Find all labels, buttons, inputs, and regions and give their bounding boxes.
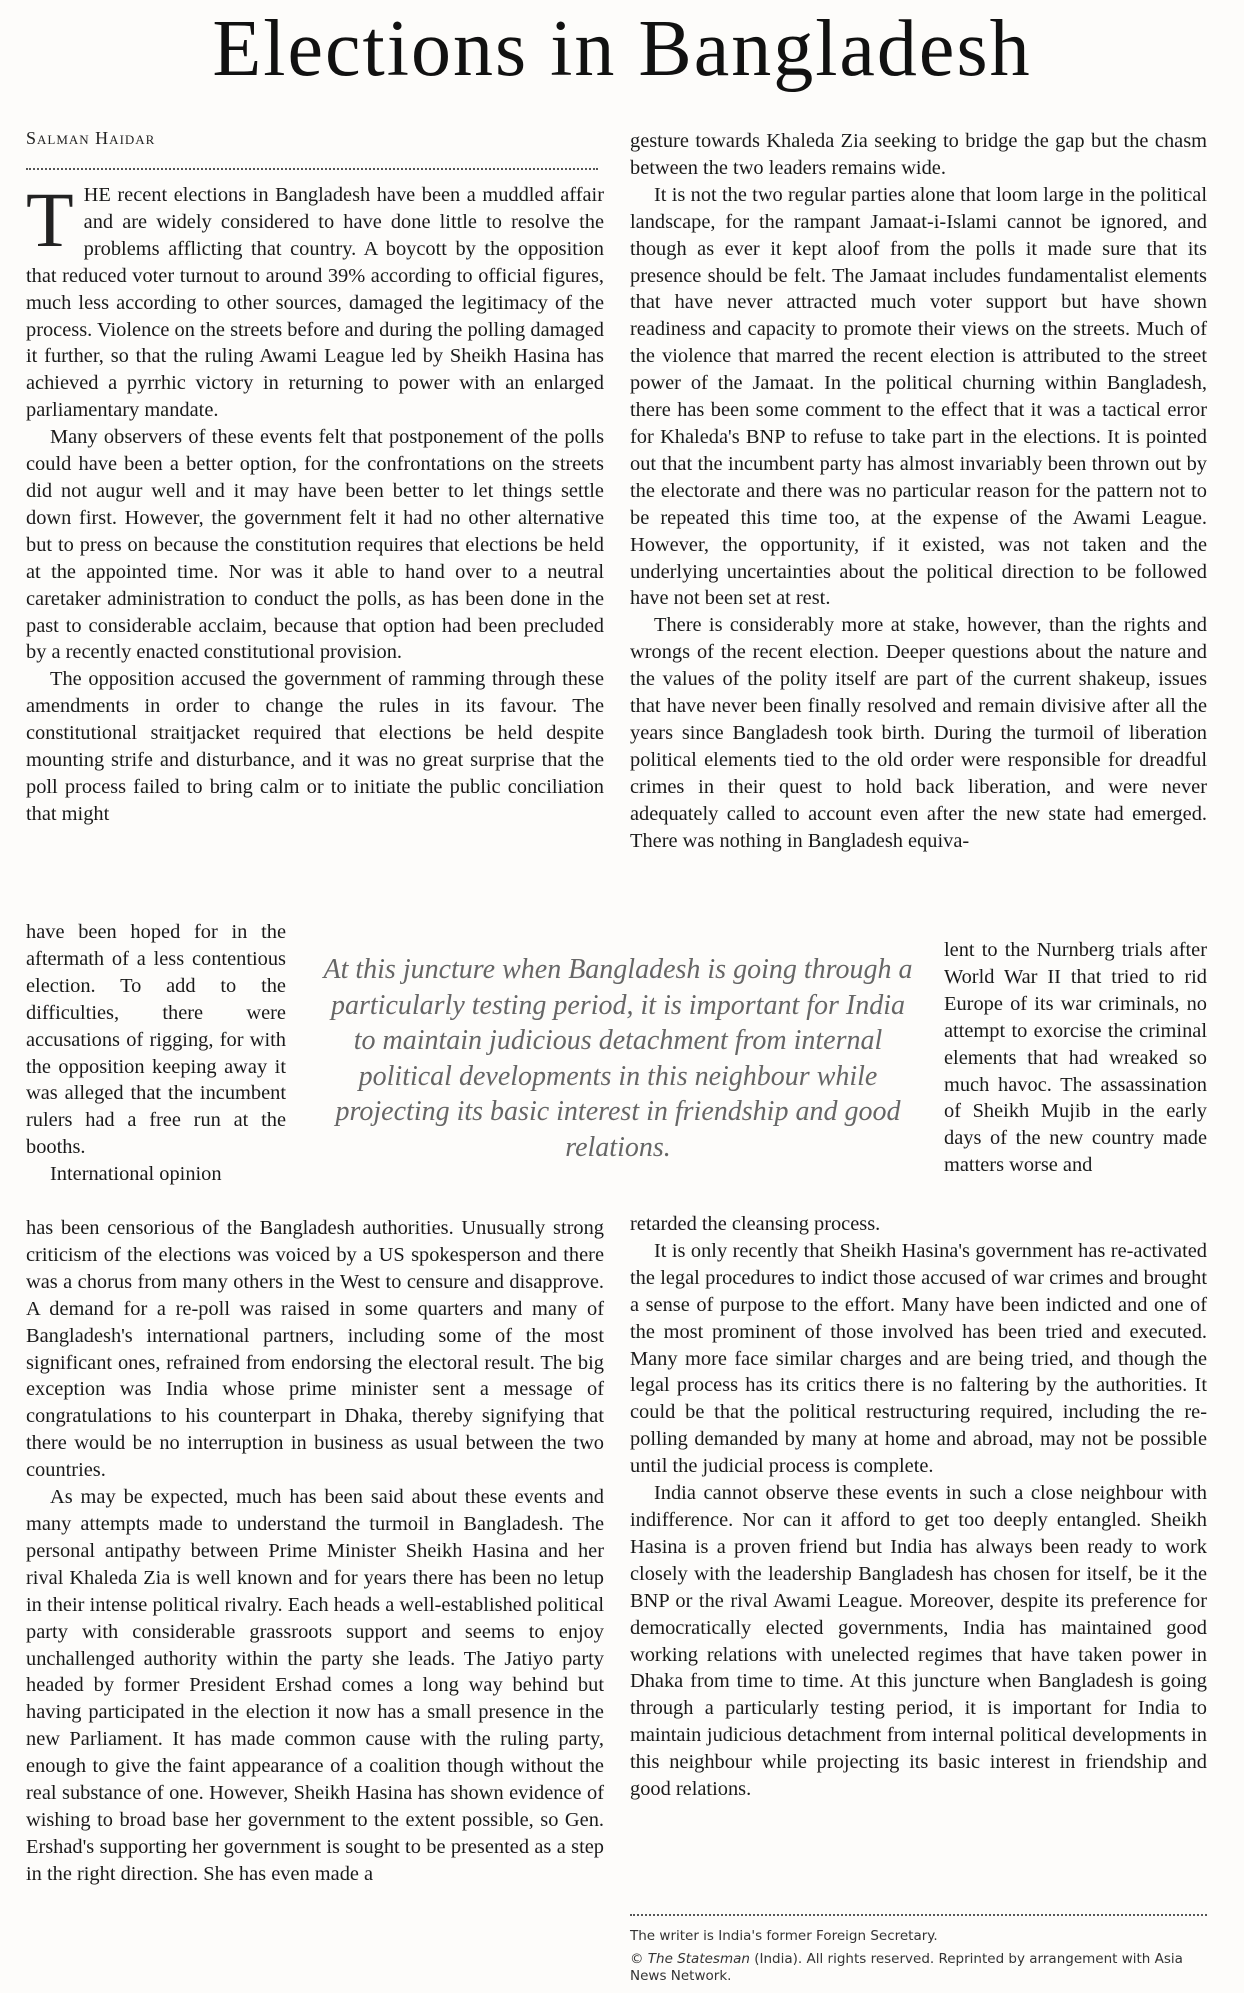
byline-divider — [26, 168, 598, 170]
paragraph-3: The opposition accused the government of ramming through these amendments in order to change the rules in its favour. The constitutional straitjacket required that elections be held despite mounting strife and disturbance, and it was no great surprise that the poll process failed to bring calm or to initiate the public conciliation that might — [26, 668, 604, 825]
paragraph-4: has been censorious of the Bangladesh authorities. Unusually strong criticism of the elections was voiced by a US spokesperson and there was a chorus from many others in the West to censure and disapprove. A demand for a re-poll was raised in some quarters and many of Bangladesh's international partners, including some of the most significant ones, refrained from endorsing the electoral result. The big exception was India whose prime minister sent a message of congratulations to his counterpart in Dhaka, thereby signifying that there would be no interruption in business as usual between the two countries. — [26, 1217, 604, 1482]
wrap-paragraph: have been hoped for in the aftermath of a less contentious election. To add to the difficulties, there were accusations of rigging, for with the opposition keeping away it was alleged that the incumbent rulers had a free run at the booths. — [26, 921, 286, 1159]
left-column-bottom — [26, 1215, 604, 1888]
wrap-paragraph-right: lent to the Nurnberg trials after World War II that tried to rid Europe of its war criminals, no attempt to exorcise the criminal elements that had wreaked so much havoc. The assassination of Sheikh Mujib in the early days of the new country made matters worse and — [944, 939, 1207, 1177]
paragraph-1: THE recent elections in Bangladesh have been a muddled affair and are widely considered to have done little to resolve the problems afflicting that country. A boycott by the opposition that reduced voter turnout to around 39% according to official figures, much less according to other sources, damaged the legitimacy of the process. Violence on the streets before and during the polling damaged it further, so that the ruling Awami League led by Sheikh Hasina has achieved a pyrrhic victory in returning to power with an enlarged parliamentary mandate. — [26, 176, 604, 422]
right-column-bottom — [630, 1211, 1207, 1803]
copyright-line — [630, 1951, 1210, 1985]
left-column-wrap — [26, 919, 286, 1188]
source-name: The Statesman — [647, 1951, 750, 1967]
paragraph-8: There is considerably more at stake, however, than the rights and wrongs of the recent election. Deeper questions about the nature and the values of the polity itself are part of the current shakeup, issues that have never been finally resolved and remain divisive after all the years since Bangladesh took birth. During the turmoil of liberation political elements tied to the old order were responsible for dreadful crimes in their quest to hold back liberation, and were never adequately called to account even after the new state had emerged. There was nothing in Bangladesh equiva- — [630, 614, 1207, 852]
headline: Elections in Bangladesh — [212, 5, 1032, 93]
paragraph-9: retarded the cleansing process. — [630, 1213, 881, 1235]
footer-divider — [630, 1914, 1207, 1916]
right-column-wrap — [944, 937, 1207, 1179]
paragraph-10: It is only recently that Sheikh Hasina's government has re-activated the legal procedures to indict those accused of war crimes and brought a sense of purpose to the effort. Many have been indicted and one of the most prominent of those involved has been tried and executed. Many more face similar charges and are being tried, and though the legal process has its critics there is no faltering by the authorities. It could be that the political restructuring required, including the re-polling demanded by many at home and abroad, may not be possible until the judicial process is complete. — [630, 1239, 1207, 1478]
paragraph-5: As may be expected, much has been said about these events and many attempts made to understand the turmoil in Bangladesh. The personal antipathy between Prime Minister Sheikh Hasina and her rival Khaleda Zia is well known and for years there has been no letup in their intense political rivalry. Each heads a well-established political party with considerable grassroots support and seems to enjoy unchallenged authority within the party she leads. The Jatiyo party headed by former President Ershad comes a long way behind but having participated in the election it now has a small presence in the new Parliament. It has made common cause with the ruling party, enough to give the faint appearance of a coalition though without the real substance of one. However, Sheikh Hasina has shown evidence of wishing to broad base her government to the extent possible, so Gen. Ershad's supporting her government is sought to be presented as a step in the right direction. She has even made a — [26, 1486, 604, 1885]
byline: Salman Haidar — [26, 128, 156, 148]
paragraph-11: India cannot observe these events in such a close neighbour with indifference. Nor can it afford to get too deeply entangled. Sheikh Hasina is a proven friend but India has always been ready to work closely with the leadership Bangladesh has chosen for itself, be it the BNP or the rival Awami League. Moreover, despite its preference for democratically elected governments, India has maintained good working relations with unelected regimes that have taken power in Dhaka from time to time. At this juncture when Bangladesh is going through a particularly testing period, it is important for India to maintain judicious detachment from internal political developments in this neighbour while projecting its basic interest in friendship and good relations. — [630, 1482, 1207, 1801]
dropcap: T — [26, 176, 74, 263]
left-column-top — [26, 176, 604, 828]
pull-quote: At this juncture when Bangladesh is going through a particularly testing period, it is important for India to maintain judicious detachment from internal political developments in this neighbour while projecting its basic interest in friendship and good relations. — [323, 954, 913, 1163]
paragraph-7: It is not the two regular parties alone that loom large in the political landscape, for the rampant Jamaat-i-Islami cannot be ignored, and though as ever it kept aloof from the polls it made sure that its presence should be felt. The Jamaat includes fundamentalist elements that have never attracted much voter support but have shown readiness and capacity to promote their views on the streets. Much of the violence that marred the recent election is attributed to the street power of the Jamaat. In the political churning within Bangladesh, there has been some comment to the effect that it was a tactical error for Khaleda's BNP to refuse to take part in the elections. It is pointed out that the incumbent party has almost invariably been thrown out by the electorate and there was no particular reason for the pattern not to be repeated this time too, at the expense of the Awami League. However, the opportunity, if it existed, was not taken and the underlying uncertainties about the political direction to be followed have not been set at rest. — [630, 183, 1207, 610]
copyright-symbol: © — [630, 1951, 644, 1967]
right-column-top — [630, 128, 1207, 854]
paragraph-6: gesture towards Khaleda Zia seeking to bridge the gap but the chasm between the two leaders remains wide. — [630, 130, 1207, 179]
paragraph-2: Many observers of these events felt that postponement of the polls could have been a better option, for the confrontations on the streets did not augur well and it may have been better to let things settle down first. However, the government felt it had no other alternative but to press on because the constitution requires that elections be held at the appointed time. Nor was it able to hand over to a neutral caretaker administration to conduct the polls, as has been done in the past to considerable acclaim, because that option had been precluded by a recently enacted constitutional provision. — [26, 426, 604, 664]
copyright-text: (India). All rights reserved. Reprinted by arrangement with Asia News Network. — [630, 1951, 1183, 1984]
wrap-paragraph-2: International opinion — [50, 1163, 222, 1186]
writer-note: The writer is India's former Foreign Secretary. — [630, 1928, 938, 1944]
